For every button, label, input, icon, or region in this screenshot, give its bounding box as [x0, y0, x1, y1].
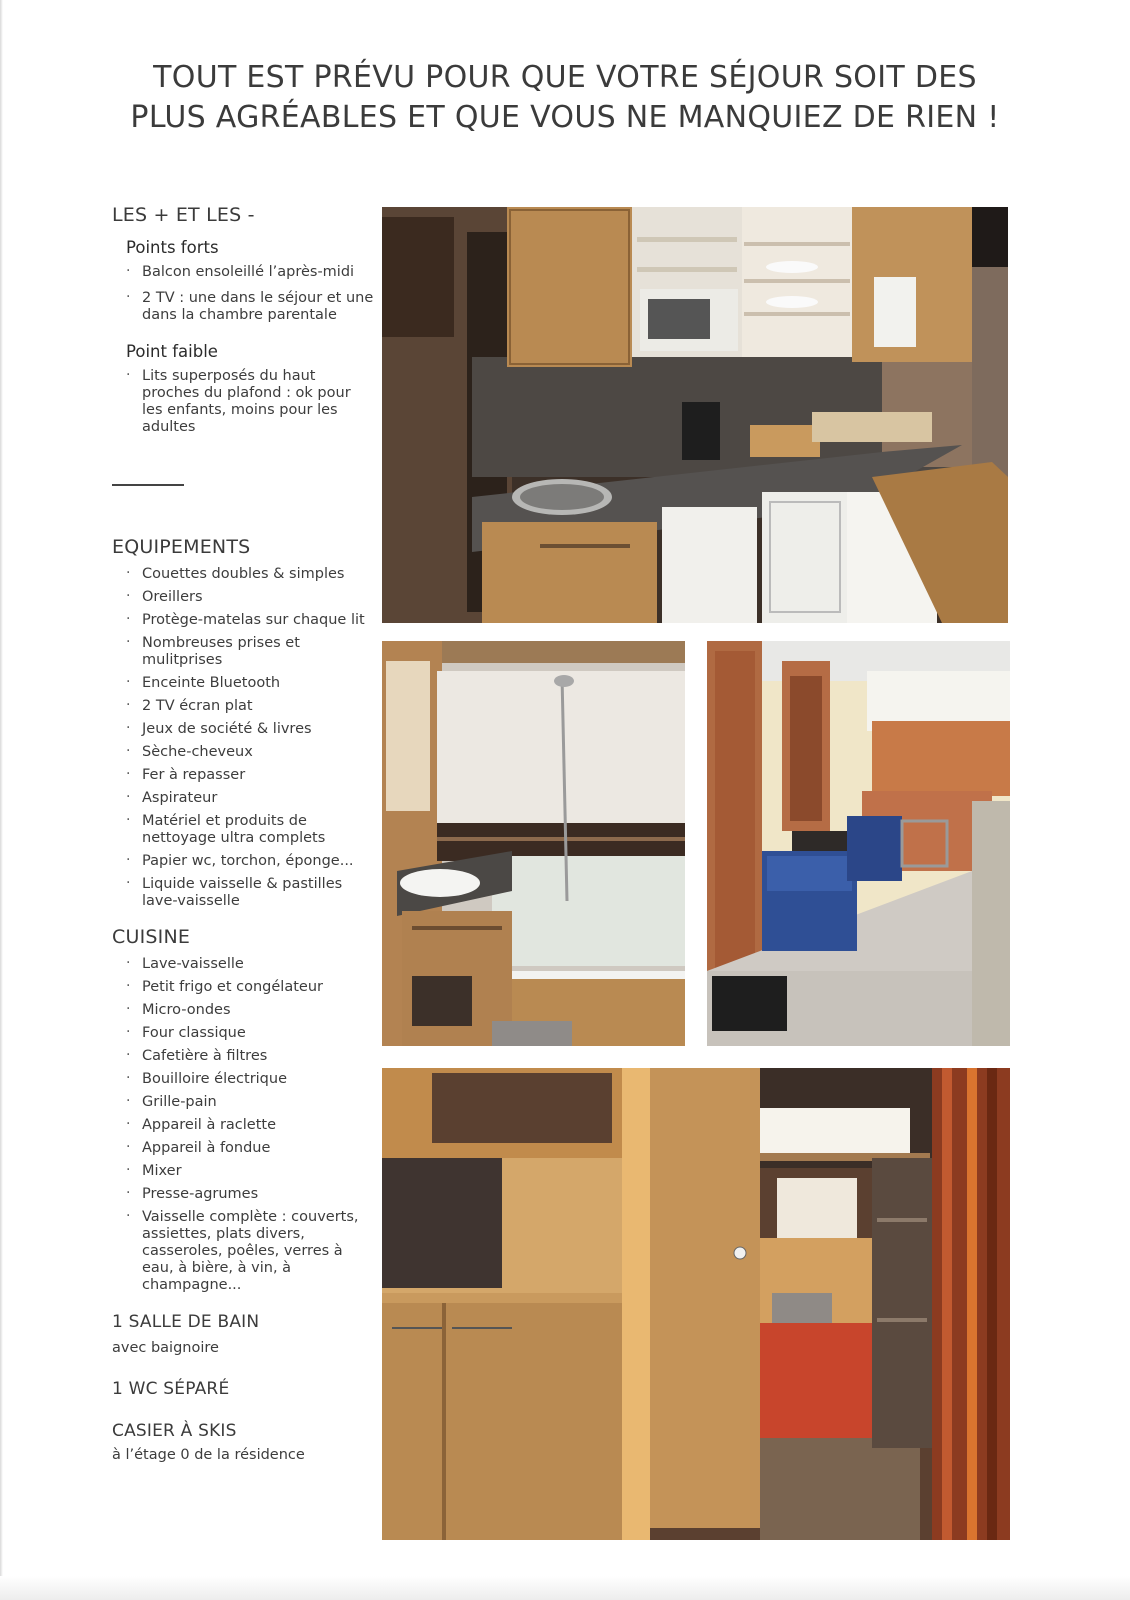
- list-item: · Presse-agrumes: [126, 1186, 374, 1203]
- wc-title: 1 WC SÉPARÉ: [112, 1379, 230, 1399]
- cuisine-list: [126, 956, 374, 1294]
- list-item: · Aspirateur: [126, 790, 374, 807]
- list-item: · Protège-matelas sur chaque lit: [126, 612, 374, 629]
- list-item: · Grille-pain: [126, 1094, 374, 1111]
- ski-locker-title: CASIER À SKIS: [112, 1421, 237, 1441]
- list-item: · Lits superposés du haut proches du plafond : ok pour les enfants, moins pour les adultes: [126, 368, 374, 436]
- section-divider: [112, 484, 184, 486]
- list-item: · 2 TV : une dans le séjour et une dans la chambre parentale: [126, 290, 374, 324]
- bedroom-photo: [382, 1068, 1010, 1540]
- page-bottom-edge: [0, 1576, 1130, 1600]
- cuisine-title: CUISINE: [112, 926, 191, 948]
- list-item: · Papier wc, torchon, éponge...: [126, 853, 374, 870]
- list-item: · Four classique: [126, 1025, 374, 1042]
- list-item: · 2 TV écran plat: [126, 698, 374, 715]
- list-item: · Matériel et produits de nettoyage ultra complets: [126, 813, 374, 847]
- list-item: · Jeux de société & livres: [126, 721, 374, 738]
- list-item: · Bouilloire électrique: [126, 1071, 374, 1088]
- list-item: · Balcon ensoleillé l’après-midi: [126, 264, 374, 281]
- list-item: · Lave-vaisselle: [126, 956, 374, 973]
- list-item: · Mixer: [126, 1163, 374, 1180]
- bathroom-title: 1 SALLE DE BAIN: [112, 1312, 260, 1332]
- list-item: · Appareil à raclette: [126, 1117, 374, 1134]
- list-item: · Sèche-cheveux: [126, 744, 374, 761]
- list-item: · Liquide vaisselle & pastilles lave-vaisselle: [126, 876, 374, 910]
- headline-line-1: TOUT EST PRÉVU POUR QUE VOTRE SÉJOUR SOIT DES: [153, 60, 977, 95]
- list-item: · Couettes doubles & simples: [126, 566, 374, 583]
- headline-line-2: PLUS AGRÉABLES ET QUE VOUS NE MANQUIEZ DE RIEN !: [130, 100, 1000, 135]
- strengths-list: [126, 264, 374, 324]
- list-item: · Appareil à fondue: [126, 1140, 374, 1157]
- list-item: · Enceinte Bluetooth: [126, 675, 374, 692]
- page-edge: [0, 0, 3, 1600]
- equipements-title: EQUIPEMENTS: [112, 536, 251, 558]
- list-item: · Cafetière à filtres: [126, 1048, 374, 1065]
- list-item: · Oreillers: [126, 589, 374, 606]
- list-item: · Petit frigo et congélateur: [126, 979, 374, 996]
- features-column: [112, 204, 374, 1464]
- pros-cons-title: LES + ET LES -: [112, 204, 255, 226]
- list-item: · Fer à repasser: [126, 767, 374, 784]
- weakness-list: [126, 368, 374, 436]
- weakness-title: Point faible: [126, 342, 218, 361]
- kitchen-photo: [382, 207, 1008, 623]
- page-headline: [60, 58, 1070, 138]
- strengths-title: Points forts: [126, 238, 219, 257]
- bathroom-detail: avec baignoire: [112, 1340, 219, 1356]
- equipements-list: [126, 566, 374, 910]
- bathroom-photo: [382, 641, 685, 1046]
- list-item: · Vaisselle complète : couverts, assiettes, plats divers, casseroles, poêles, verres à eau, à bière, à vin, à champagne...: [126, 1209, 374, 1294]
- list-item: · Nombreuses prises et mulitprises: [126, 635, 374, 669]
- ski-locker-detail: à l’étage 0 de la résidence: [112, 1447, 305, 1463]
- balcony-photo: [707, 641, 1010, 1046]
- list-item: · Micro-ondes: [126, 1002, 374, 1019]
